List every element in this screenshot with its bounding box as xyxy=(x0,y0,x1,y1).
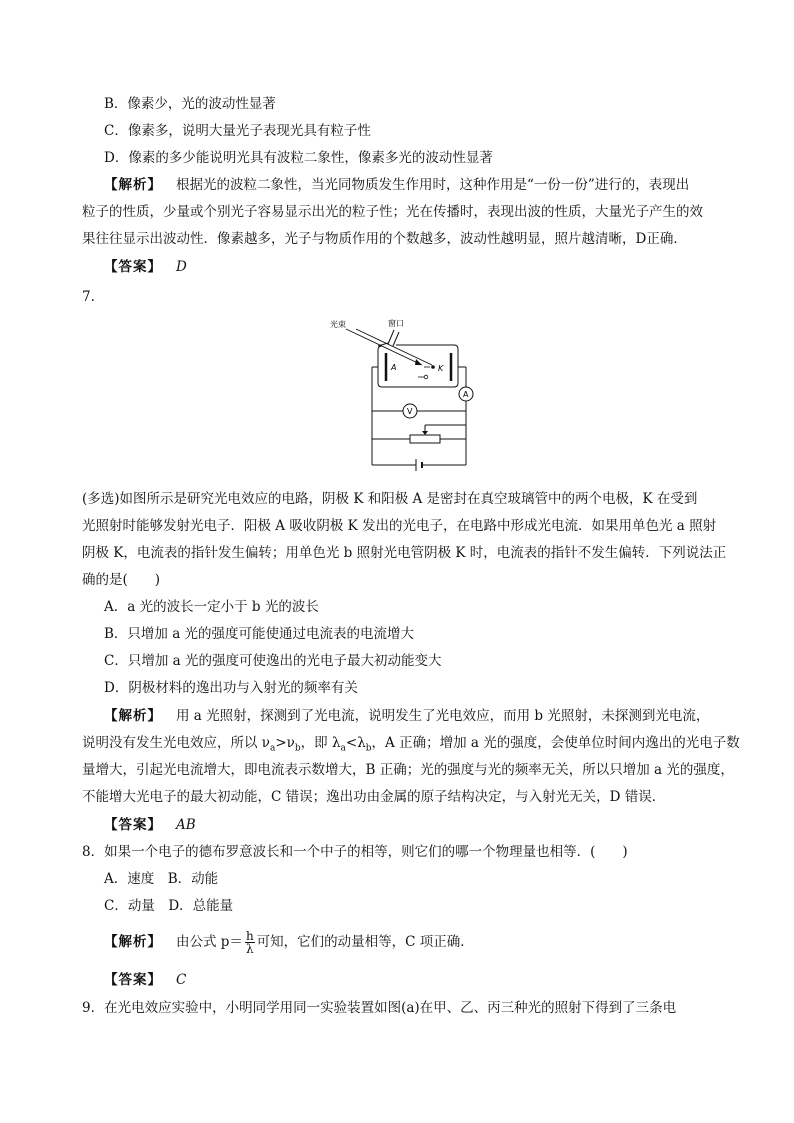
q8-analysis-label: 【解析】 xyxy=(104,934,162,950)
rheostat-icon xyxy=(410,435,440,443)
q6-analysis-line-2: 粒子的性质，少量或个别光子容易显示出光的粒子性；光在传播时，表现出波的性质，大量光子产生的效 xyxy=(82,204,703,220)
q7-analysis-text-2b: ，即 λ xyxy=(300,735,341,751)
q7-stem-line-4: 确的是( ) xyxy=(82,572,161,588)
q6-analysis-line-1 xyxy=(104,175,744,195)
light-beam-ray-2 xyxy=(356,329,432,365)
q7-option-b: B．只增加 a 光的强度可能使通过电流表的电流增大 xyxy=(104,626,415,642)
q7-stem-line-1: (多选)如图所示是研究光电效应的电路，阴极 K 和阳极 A 是密封在真空玻璃管中的两个电极，K 在受到 xyxy=(82,491,698,507)
q7-analysis-line-1 xyxy=(104,706,744,726)
q7-analysis-text-2c: ，A 正确；增加 a 光的强度，会使单位时间内逸出的光电子数 xyxy=(371,735,740,751)
q6-answer xyxy=(104,257,744,277)
q7-answer-value: AB xyxy=(176,817,196,833)
q7-option-a: A．a 光的波长一定小于 b 光的波长 xyxy=(104,599,319,615)
q7-analysis-text-2a: 说明没有发生光电效应，所以 ν xyxy=(82,735,270,751)
label-cathode: K xyxy=(438,364,444,373)
label-light-beam: 光束 xyxy=(330,320,346,329)
q7-stem-line-2: 光照射时能够发射光电子．阳极 A 吸收阴极 K 发出的光电子，在电路中形成光电流．如果用单色光 a 照射 xyxy=(82,518,717,534)
q7-analysis-line-2: 说明没有发生光电效应，所以 $\nu_a>\nu_b$，即 $\lambda_a<\lambda_b$，A 正确；增加 a 光的强度，会使单位时间内逸出的光电子数 xyxy=(82,735,740,754)
photoelectron-2 xyxy=(424,375,428,379)
q8-options-ab: A．速度 B．动能 xyxy=(104,871,219,887)
h-over-lambda-fraction xyxy=(245,930,255,955)
ammeter-label: A xyxy=(463,390,469,399)
q7-analysis-line-3: 量增大，引起光电流增大，即电流表示数增大，B 正确；光的强度与光的频率无关，所以只增加 a 光的强度， xyxy=(82,762,734,778)
label-anode: A xyxy=(391,363,397,372)
q7-analysis-text-1: 用 a 光照射，探测到了光电流，说明发生了光电效应，而用 b 光照射，未探测到光电流， xyxy=(176,708,710,724)
fraction-numerator: h xyxy=(245,929,254,943)
q8-options-cd: C．动量 D．总能量 xyxy=(104,898,234,914)
q8-analysis-pre: 由公式 p＝ xyxy=(176,934,243,950)
window-mark-1 xyxy=(388,330,394,344)
light-beam-ray-1 xyxy=(346,329,422,365)
q6-option-d: D．像素的多少能说明光具有波粒二象性，像素多光的波动性显著 xyxy=(104,150,493,166)
q6-analysis-text-1: 根据光的波粒二象性，当光同物质发生作用时，这种作用是“一份一份”进行的，表现出 xyxy=(176,177,690,193)
q7-answer-label: 【答案】 xyxy=(104,817,162,833)
q8-stem: 8．如果一个电子的德布罗意波长和一个中子的相等，则它们的哪一个物理量也相等．( ) xyxy=(82,844,628,860)
q8-analysis-post: 可知，它们的动量相等，C 项正确． xyxy=(256,934,474,950)
label-window: 窗口 xyxy=(388,319,404,328)
q8-answer-value: C xyxy=(176,972,187,988)
q8-answer xyxy=(104,970,744,990)
q9-stem-line-1: 9．在光电效应实验中，小明同学用同一实验装置如图(a)在甲、乙、丙三种光的照射下得到了三条电 xyxy=(82,1000,677,1016)
q6-answer-label: 【答案】 xyxy=(104,259,162,275)
q7-stem-line-3: 阴极 K，电流表的指针发生偏转；用单色光 b 照射光电管阴极 K 时，电流表的指针不发生偏转．下列说法正 xyxy=(82,545,727,561)
q7-analysis-label: 【解析】 xyxy=(104,708,162,724)
q7-option-c: C．只增加 a 光的强度可使逸出的光电子最大初动能变大 xyxy=(104,653,442,669)
q7-option-d: D．阴极材料的逸出功与入射光的频率有关 xyxy=(104,680,358,696)
window-mark-2 xyxy=(393,332,399,346)
q6-answer-value: D xyxy=(176,259,187,275)
q6-analysis-label: 【解析】 xyxy=(104,177,162,193)
q6-option-c: C．像素多，说明大量光子表现光具有粒子性 xyxy=(104,123,371,139)
q7-number: 7. xyxy=(82,289,95,305)
photoelectric-circuit-diagram xyxy=(330,315,480,475)
voltmeter-label: V xyxy=(407,407,413,416)
photoelectron-1 xyxy=(431,365,435,369)
q8-analysis xyxy=(104,930,744,955)
q7-analysis-line-4: 不能增大光电子的最大初动能，C 错误；逸出功由金属的原子结构决定，与入射光无关，D 错误． xyxy=(82,789,666,805)
slider-arrow-icon xyxy=(422,431,428,435)
q6-analysis-line-3: 果往往显示出波动性．像素越多，光子与物质作用的个数越多，波动性越明显，照片越清晰，D正确． xyxy=(82,231,687,247)
fraction-denominator: λ xyxy=(246,942,254,956)
q7-answer xyxy=(104,815,744,835)
q8-answer-label: 【答案】 xyxy=(104,972,162,988)
q6-option-b: B．像素少，光的波动性显著 xyxy=(104,96,276,112)
